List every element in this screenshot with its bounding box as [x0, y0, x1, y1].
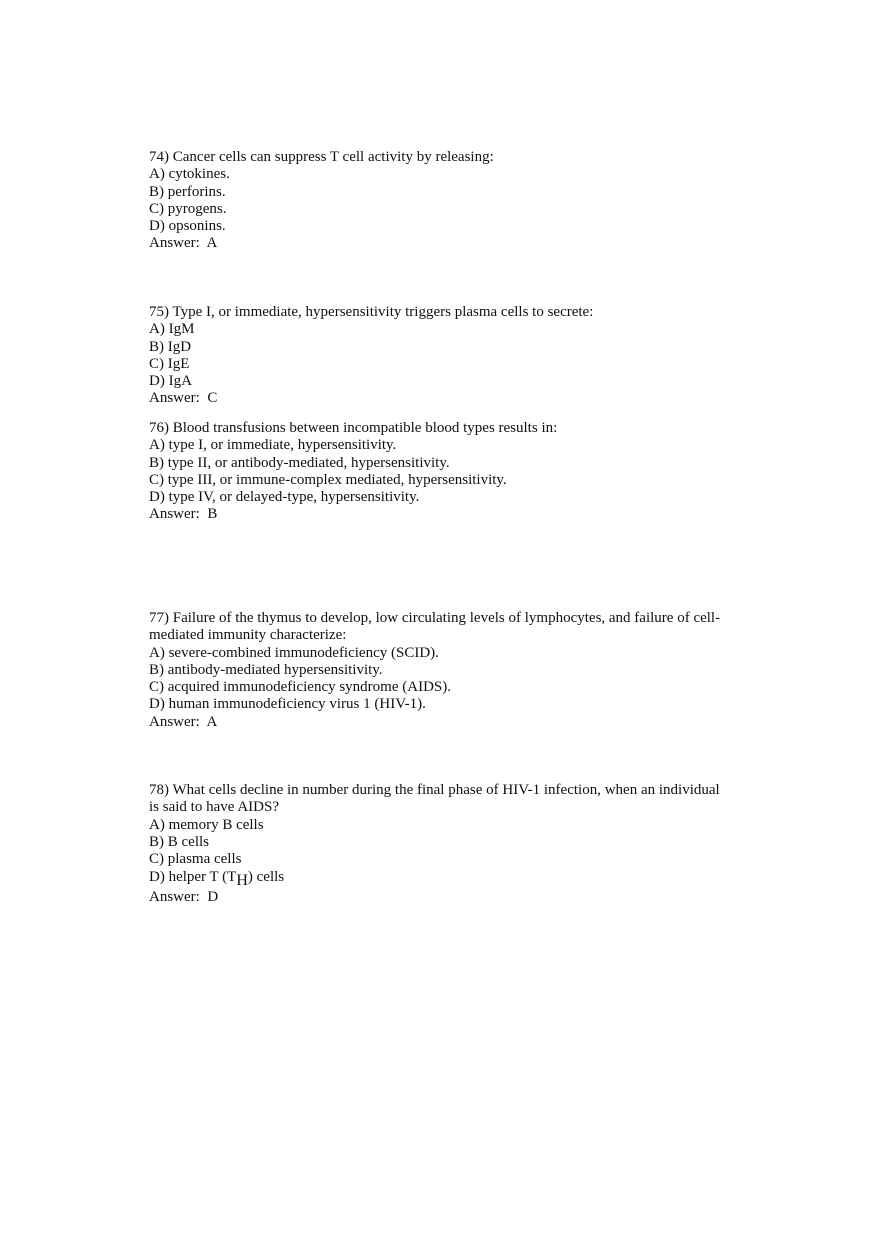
answer: Answer: A — [149, 713, 218, 730]
question-75 — [149, 304, 729, 408]
option-d-text-end: ) cells — [247, 869, 285, 886]
option-d: D) type IV, or delayed-type, hypersensitivity. — [149, 489, 420, 506]
answer: Answer: D — [149, 888, 219, 905]
option-b: B) B cells — [149, 833, 209, 850]
option-c: C) plasma cells — [149, 851, 242, 868]
question-74 — [149, 149, 729, 253]
question-stem: 75) Type I, or immediate, hypersensitivity triggers plasma cells to secrete: — [149, 304, 594, 320]
question-78 — [149, 782, 729, 906]
option-d: D) opsonins. — [149, 218, 226, 235]
option-a: A) severe-combined immunodeficiency (SCID). — [149, 644, 439, 661]
answer: Answer: C — [149, 390, 218, 407]
question-stem: 77) Failure of the thymus to develop, low circulating levels of lymphocytes, and failure of cell-mediated immunity characterize: — [149, 610, 721, 644]
option-d: D) human immunodeficiency virus 1 (HIV-1). — [149, 696, 426, 713]
option-a: A) IgM — [149, 321, 195, 338]
question-stem: 74) Cancer cells can suppress T cell activity by releasing: — [149, 149, 494, 165]
option-c: C) acquired immunodeficiency syndrome (AIDS). — [149, 679, 451, 696]
option-c: C) pyrogens. — [149, 200, 227, 217]
question-stem: 78) What cells decline in number during the final phase of HIV-1 infection, when an individual is said to have AIDS? — [149, 782, 724, 816]
answer: Answer: B — [149, 506, 218, 523]
option-b: B) antibody-mediated hypersensitivity. — [149, 661, 383, 678]
option-b: B) perforins. — [149, 183, 226, 200]
question-76 — [149, 420, 729, 524]
answer: Answer: A — [149, 235, 218, 252]
subscript-h: H — [236, 872, 248, 890]
option-c: C) type III, or immune-complex mediated, hypersensitivity. — [149, 471, 507, 488]
option-b: B) type II, or antibody-mediated, hypersensitivity. — [149, 454, 450, 471]
option-c: C) IgE — [149, 355, 190, 372]
option-a: A) memory B cells — [149, 816, 264, 833]
option-b: B) IgD — [149, 338, 192, 355]
question-stem: 76) Blood transfusions between incompatible blood types results in: — [149, 420, 558, 436]
option-d — [149, 868, 729, 890]
option-a: A) cytokines. — [149, 166, 230, 183]
option-d: D) IgA — [149, 373, 192, 390]
option-a: A) type I, or immediate, hypersensitivity. — [149, 437, 397, 454]
option-d-text: D) helper T (T — [149, 869, 237, 886]
question-77 — [149, 610, 729, 731]
